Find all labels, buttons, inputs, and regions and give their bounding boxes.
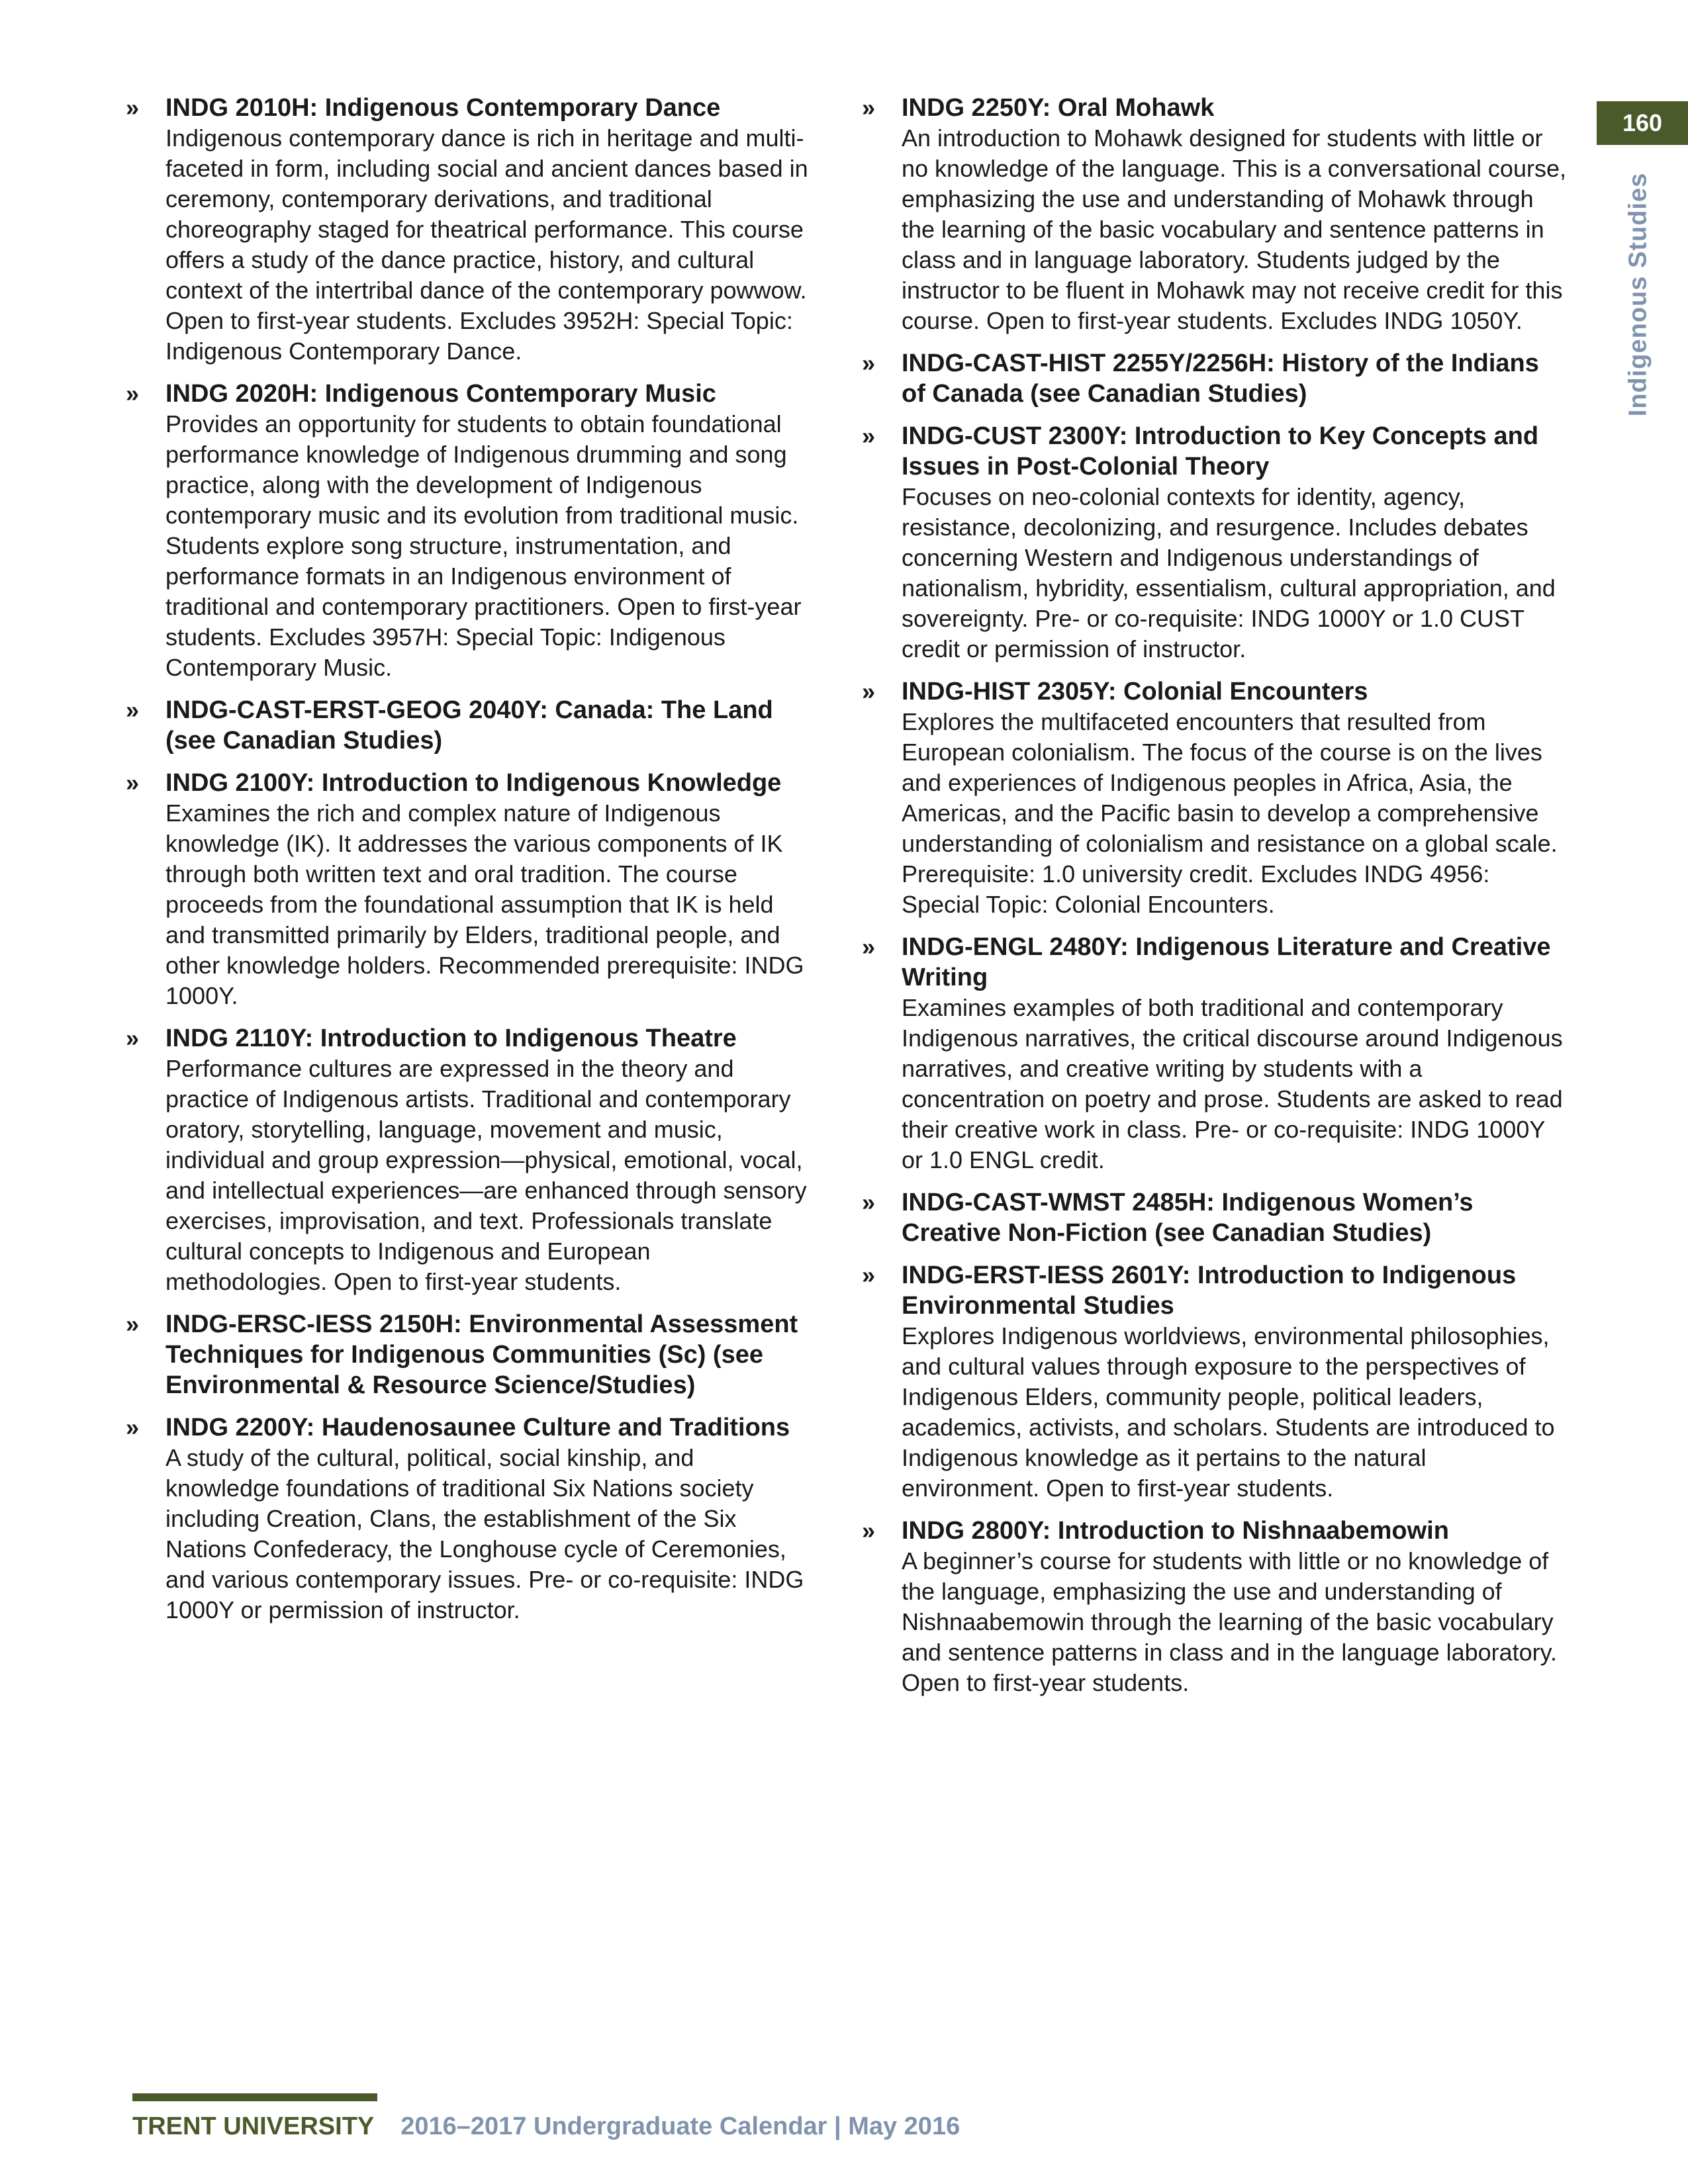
bullet-marker: »: [862, 1189, 876, 1216]
bullet-marker: »: [862, 678, 876, 705]
course-description: Examines examples of both traditional and contemporary Indigenous narratives, the critical discourse around Indigenous narratives, and creative writing by students with a concentration on poetry and prose. Students are asked to read their creative work in class. Pre- or co-requisite: INDG 1000Y or 1.0 ENGL credit.: [902, 994, 1563, 1173]
footer-university: TRENT UNIVERSITY: [132, 2113, 375, 2140]
right-column: [862, 93, 1566, 1710]
course-title: INDG-CUST 2300Y: Introduction to Key Concepts and Issues in Post-Colonial Theory: [902, 422, 1539, 480]
left-column: [126, 93, 812, 1637]
course-entry: [862, 1187, 1566, 1248]
bullet-marker: »: [126, 1024, 140, 1052]
bullet-marker: »: [126, 769, 140, 796]
section-side-label: Indigenous Studies: [1624, 172, 1652, 417]
course-description: Performance cultures are expressed in the theory and practice of Indigenous artists. Traditional and contemporary oratory, storytelling, language, movement and music, individual and group expression—physical, emotional, vocal, and intellectual experiences—are enhanced through sensory exercises, improvisation, and text. Professionals translate cultural concepts to Indigenous and European methodologies. Open to first-year students.: [165, 1055, 807, 1295]
course-title: INDG-CAST-WMST 2485H: Indigenous Women’s Creative Non-Fiction (see Canadian Studies): [902, 1189, 1474, 1247]
course-entry: [126, 379, 812, 683]
course-title: INDG 2800Y: Introduction to Nishnaabemowin: [902, 1517, 1449, 1545]
course-title: INDG 2250Y: Oral Mohawk: [902, 94, 1215, 122]
course-description: Focuses on neo-colonial contexts for identity, agency, resistance, decolonizing, and resurgence. Includes debates concerning Western and Indigenous understandings of nationalism, hybridity, essentialism, cultural appropriation, and sovereignty. Pre- or co-requisite: INDG 1000Y or 1.0 CUST credit or permission of instructor.: [902, 483, 1556, 662]
course-entry: [862, 932, 1566, 1175]
course-description: Indigenous contemporary dance is rich in heritage and multi-faceted in form, including social and ancient dances based in ceremony, contemporary derivations, and traditional choreography staged for theatrical performance. This course offers a study of the dance practice, history, and cultural context of the intertribal dance of the contemporary powwow. Open to first-year students. Excludes 3952H: Special Topic: Indigenous Contemporary Dance.: [165, 124, 808, 365]
bullet-marker: »: [862, 1517, 876, 1544]
course-description: Provides an opportunity for students to obtain foundational performance knowledge of Indigenous drumming and song practice, along with the development of Indigenous contemporary music and its evolution from traditional music. Students explore song structure, instrumentation, and performance formats in an Indigenous environment of traditional and contemporary practitioners. Open to first-year students. Excludes 3957H: Special Topic: Indigenous Contemporary Music.: [165, 410, 802, 681]
page-number-tab: 160: [1597, 101, 1688, 145]
course-entry: [862, 421, 1566, 664]
course-entry: [126, 93, 812, 367]
course-title: INDG-ERST-IESS 2601Y: Introduction to Indigenous Environmental Studies: [902, 1261, 1517, 1320]
course-description: Examines the rich and complex nature of Indigenous knowledge (IK). It addresses the various components of IK through both written text and oral tradition. The course proceeds from the foundational assumption that IK is held and transmitted primarily by Elders, traditional people, and other knowledge holders. Recommended prerequisite: INDG 1000Y.: [165, 799, 804, 1009]
bullet-marker: »: [126, 94, 140, 121]
course-title: INDG-HIST 2305Y: Colonial Encounters: [902, 678, 1368, 705]
bullet-marker: »: [862, 422, 876, 449]
course-title: INDG-ERSC-IESS 2150H: Environmental Assessment Techniques for Indigenous Communities (Sc) (see Environmental & Resource Science/Studies): [165, 1310, 798, 1399]
bullet-marker: »: [126, 696, 140, 723]
course-entry: [126, 1412, 812, 1625]
course-title: INDG-CAST-HIST 2255Y/2256H: History of the Indians of Canada (see Canadian Studies): [902, 349, 1539, 408]
course-entry: [126, 768, 812, 1011]
course-entry: [862, 1516, 1566, 1698]
course-description: An introduction to Mohawk designed for students with little or no knowledge of the language. This is a conversational course, emphasizing the use and understanding of Mohawk through the learning of the basic vocabulary and sentence patterns in class and in language laboratory. Students judged by the instructor to be fluent in Mohawk may not receive credit for this course. Open to first-year students. Excludes INDG 1050Y.: [902, 124, 1566, 334]
course-title: INDG 2110Y: Introduction to Indigenous Theatre: [165, 1024, 737, 1052]
course-description: Explores the multifaceted encounters that resulted from European colonialism. The focus of the course is on the lives and experiences of Indigenous peoples in Africa, Asia, the Americas, and the Pacific basin to develop a comprehensive understanding of colonialism and resistance on a global scale. Prerequisite: 1.0 university credit. Excludes INDG 4956: Special Topic: Colonial Encounters.: [902, 708, 1558, 918]
bullet-marker: »: [862, 933, 876, 960]
course-entry: [126, 1023, 812, 1297]
course-entry: [126, 1309, 812, 1400]
course-description: A beginner’s course for students with little or no knowledge of the language, emphasizing the use and understanding of Nishnaabemowin through the learning of the basic vocabulary and sentence patterns in class and in the language laboratory. Open to first-year students.: [902, 1547, 1557, 1696]
course-title: INDG 2010H: Indigenous Contemporary Dance: [165, 94, 721, 122]
course-title: INDG-ENGL 2480Y: Indigenous Literature and Creative Writing: [902, 933, 1551, 991]
footer-calendar-title: 2016–2017 Undergraduate Calendar | May 2016: [400, 2113, 961, 2140]
footer: [132, 2111, 960, 2142]
bullet-marker: »: [862, 349, 876, 377]
bullet-marker: »: [862, 94, 876, 121]
course-title: INDG-CAST-ERST-GEOG 2040Y: Canada: The Land (see Canadian Studies): [165, 696, 773, 754]
bullet-marker: »: [126, 1414, 140, 1441]
bullet-marker: »: [126, 1310, 140, 1338]
course-entry: [126, 695, 812, 756]
course-title: INDG 2020H: Indigenous Contemporary Music: [165, 380, 716, 408]
course-title: INDG 2200Y: Haudenosaunee Culture and Traditions: [165, 1414, 790, 1441]
course-description: Explores Indigenous worldviews, environmental philosophies, and cultural values through exposure to the perspectives of Indigenous Elders, community people, political leaders, academics, activists, and scholars. Students are introduced to Indigenous knowledge as it pertains to the natural environment. Open to first-year students.: [902, 1322, 1555, 1502]
course-entry: [862, 348, 1566, 409]
course-entry: [862, 93, 1566, 336]
footer-rule: [132, 2093, 377, 2101]
bullet-marker: »: [862, 1261, 876, 1289]
course-entry: [862, 1260, 1566, 1504]
course-description: A study of the cultural, political, social kinship, and knowledge foundations of traditional Six Nations society including Creation, Clans, the establishment of the Six Nations Confederacy, the Longhouse cycle of Ceremonies, and various contemporary issues. Pre- or co-requisite: INDG 1000Y or permission of instructor.: [165, 1444, 804, 1623]
bullet-marker: »: [126, 380, 140, 407]
course-entry: [862, 676, 1566, 920]
course-title: INDG 2100Y: Introduction to Indigenous Knowledge: [165, 769, 782, 797]
